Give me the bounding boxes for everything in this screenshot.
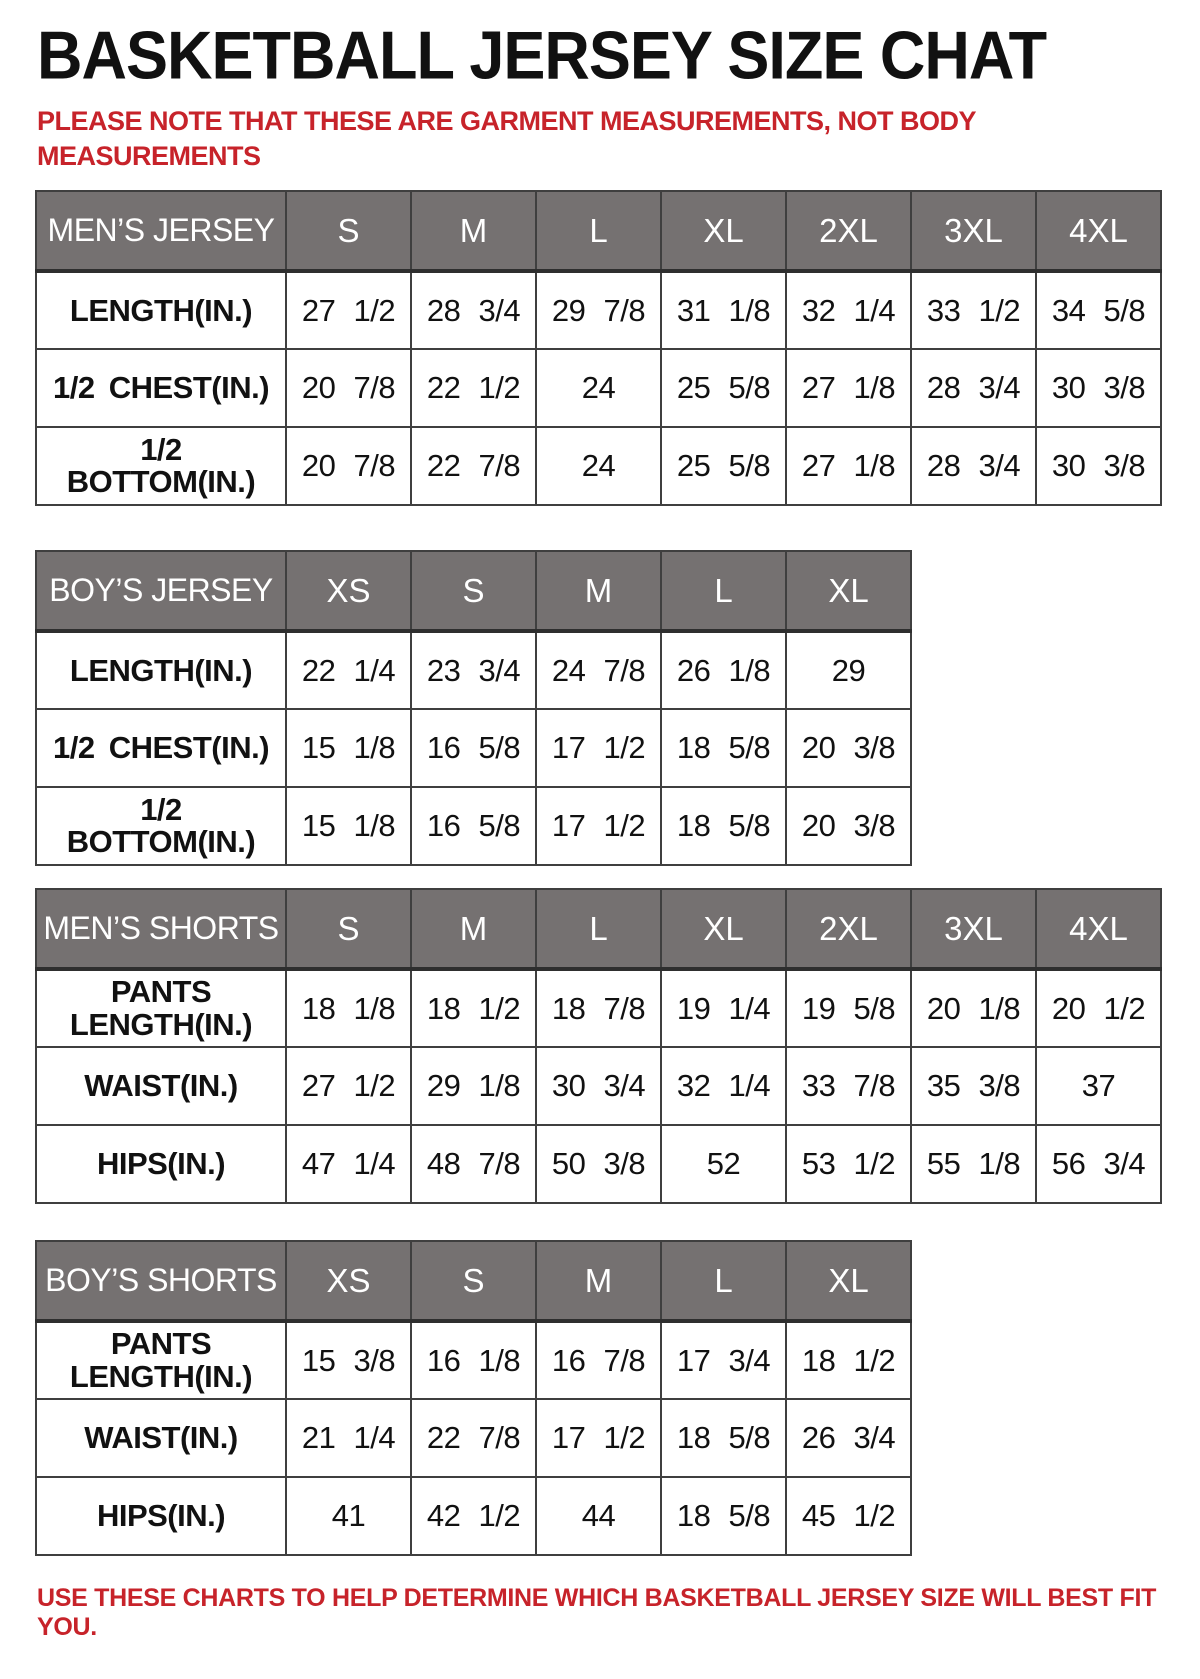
row-label: 1/2 CHEST(IN.) bbox=[36, 709, 286, 787]
measurement-value-cell: 18 1/2 bbox=[411, 969, 536, 1047]
row-label: PANTS LENGTH(IN.) bbox=[36, 1321, 286, 1399]
size-col-header-l: L bbox=[661, 551, 786, 631]
size-col-header-xl: XL bbox=[661, 889, 786, 969]
row-label: WAIST(IN.) bbox=[36, 1047, 286, 1125]
row-label: LENGTH(IN.) bbox=[36, 271, 286, 349]
measurement-value-cell: 37 bbox=[1036, 1047, 1161, 1125]
row-label: HIPS(IN.) bbox=[36, 1477, 286, 1555]
note-line-2: MEASUREMENTS bbox=[37, 141, 261, 172]
row-label: 1/2 BOTTOM(IN.) bbox=[36, 787, 286, 865]
header-row-boys-jersey bbox=[36, 551, 911, 631]
measurement-value-cell: 28 3/4 bbox=[911, 427, 1036, 505]
page-title: BASKETBALL JERSEY SIZE CHAT bbox=[37, 17, 1047, 94]
measurement-value-cell: 32 1/4 bbox=[661, 1047, 786, 1125]
measurement-value-cell: 22 1/4 bbox=[286, 631, 411, 709]
size-col-header-m: M bbox=[411, 191, 536, 271]
table-row bbox=[36, 631, 911, 709]
measurement-value-cell: 27 1/2 bbox=[286, 1047, 411, 1125]
table-row bbox=[36, 1477, 911, 1555]
measurement-value-cell: 41 bbox=[286, 1477, 411, 1555]
measurement-value-cell: 18 1/2 bbox=[786, 1321, 911, 1399]
size-col-header-xl: XL bbox=[661, 191, 786, 271]
measurement-value-cell: 47 1/4 bbox=[286, 1125, 411, 1203]
measurement-value-cell: 34 5/8 bbox=[1036, 271, 1161, 349]
measurement-value-cell: 24 7/8 bbox=[536, 631, 661, 709]
measurement-value-cell: 28 3/4 bbox=[411, 271, 536, 349]
size-table-mens-shorts bbox=[35, 888, 1162, 1204]
size-col-header-m: M bbox=[536, 551, 661, 631]
table-row bbox=[36, 271, 1161, 349]
measurement-value-cell: 20 3/8 bbox=[786, 709, 911, 787]
measurement-value-cell: 48 7/8 bbox=[411, 1125, 536, 1203]
header-row-mens-shorts bbox=[36, 889, 1161, 969]
size-col-header-xl: XL bbox=[786, 1241, 911, 1321]
measurement-value-cell: 16 5/8 bbox=[411, 787, 536, 865]
measurement-value-cell: 20 7/8 bbox=[286, 427, 411, 505]
measurement-value-cell: 18 1/8 bbox=[286, 969, 411, 1047]
size-col-header-2xl: 2XL bbox=[786, 191, 911, 271]
measurement-value-cell: 28 3/4 bbox=[911, 349, 1036, 427]
size-col-header-s: S bbox=[411, 551, 536, 631]
table-row bbox=[36, 1047, 1161, 1125]
measurement-value-cell: 16 7/8 bbox=[536, 1321, 661, 1399]
size-col-header-4xl: 4XL bbox=[1036, 889, 1161, 969]
size-col-header-s: S bbox=[411, 1241, 536, 1321]
note-line-1: PLEASE NOTE THAT THESE ARE GARMENT MEASUREMENTS, NOT BODY bbox=[37, 106, 977, 137]
measurement-value-cell: 18 7/8 bbox=[536, 969, 661, 1047]
measurement-value-cell: 29 1/8 bbox=[411, 1047, 536, 1125]
size-col-header-l: L bbox=[536, 889, 661, 969]
measurement-value-cell: 31 1/8 bbox=[661, 271, 786, 349]
measurement-value-cell: 18 5/8 bbox=[661, 1477, 786, 1555]
size-table-boys-jersey bbox=[35, 550, 912, 866]
size-col-header-3xl: 3XL bbox=[911, 191, 1036, 271]
table-row bbox=[36, 709, 911, 787]
measurement-value-cell: 20 1/8 bbox=[911, 969, 1036, 1047]
measurement-value-cell: 52 bbox=[661, 1125, 786, 1203]
measurement-value-cell: 30 3/4 bbox=[536, 1047, 661, 1125]
measurement-value-cell: 20 3/8 bbox=[786, 787, 911, 865]
header-row-boys-shorts bbox=[36, 1241, 911, 1321]
measurement-value-cell: 26 1/8 bbox=[661, 631, 786, 709]
size-col-header-l: L bbox=[536, 191, 661, 271]
size-col-header-m: M bbox=[411, 889, 536, 969]
measurement-value-cell: 22 7/8 bbox=[411, 1399, 536, 1477]
measurement-value-cell: 35 3/8 bbox=[911, 1047, 1036, 1125]
measurement-value-cell: 17 3/4 bbox=[661, 1321, 786, 1399]
size-col-header-l: L bbox=[661, 1241, 786, 1321]
table-row bbox=[36, 787, 911, 865]
measurement-value-cell: 19 1/4 bbox=[661, 969, 786, 1047]
table-title-mens-jersey: MEN’S JERSEY bbox=[36, 191, 286, 271]
measurement-value-cell: 29 7/8 bbox=[536, 271, 661, 349]
footer-note: USE THESE CHARTS TO HELP DETERMINE WHICH BASKETBALL JERSEY SIZE WILL BEST FIT YOU. bbox=[37, 1584, 1157, 1642]
measurement-value-cell: 44 bbox=[536, 1477, 661, 1555]
header-row-mens-jersey bbox=[36, 191, 1161, 271]
measurement-value-cell: 30 3/8 bbox=[1036, 349, 1161, 427]
size-col-header-2xl: 2XL bbox=[786, 889, 911, 969]
table-title-boys-shorts: BOY’S SHORTS bbox=[36, 1241, 286, 1321]
measurement-value-cell: 24 bbox=[536, 349, 661, 427]
row-label: PANTS LENGTH(IN.) bbox=[36, 969, 286, 1047]
table-row bbox=[36, 1399, 911, 1477]
size-col-header-xs: XS bbox=[286, 551, 411, 631]
table-row bbox=[36, 349, 1161, 427]
size-table-mens-jersey bbox=[35, 190, 1162, 506]
measurement-value-cell: 15 3/8 bbox=[286, 1321, 411, 1399]
table-row bbox=[36, 1321, 911, 1399]
measurement-value-cell: 30 3/8 bbox=[1036, 427, 1161, 505]
measurement-value-cell: 25 5/8 bbox=[661, 427, 786, 505]
row-label: WAIST(IN.) bbox=[36, 1399, 286, 1477]
measurement-value-cell: 23 3/4 bbox=[411, 631, 536, 709]
measurement-value-cell: 53 1/2 bbox=[786, 1125, 911, 1203]
measurement-value-cell: 17 1/2 bbox=[536, 709, 661, 787]
row-label: HIPS(IN.) bbox=[36, 1125, 286, 1203]
measurement-value-cell: 27 1/8 bbox=[786, 349, 911, 427]
measurement-value-cell: 18 5/8 bbox=[661, 709, 786, 787]
measurement-value-cell: 27 1/2 bbox=[286, 271, 411, 349]
row-label: 1/2 BOTTOM(IN.) bbox=[36, 427, 286, 505]
measurement-value-cell: 45 1/2 bbox=[786, 1477, 911, 1555]
measurement-value-cell: 16 5/8 bbox=[411, 709, 536, 787]
size-col-header-m: M bbox=[536, 1241, 661, 1321]
measurement-value-cell: 55 1/8 bbox=[911, 1125, 1036, 1203]
measurement-value-cell: 42 1/2 bbox=[411, 1477, 536, 1555]
measurement-value-cell: 21 1/4 bbox=[286, 1399, 411, 1477]
size-col-header-s: S bbox=[286, 889, 411, 969]
measurement-value-cell: 15 1/8 bbox=[286, 787, 411, 865]
measurement-value-cell: 16 1/8 bbox=[411, 1321, 536, 1399]
table-row bbox=[36, 1125, 1161, 1203]
measurement-value-cell: 18 5/8 bbox=[661, 1399, 786, 1477]
table-title-boys-jersey: BOY’S JERSEY bbox=[36, 551, 286, 631]
measurement-value-cell: 25 5/8 bbox=[661, 349, 786, 427]
measurement-value-cell: 26 3/4 bbox=[786, 1399, 911, 1477]
measurement-value-cell: 27 1/8 bbox=[786, 427, 911, 505]
table-row bbox=[36, 969, 1161, 1047]
measurement-value-cell: 32 1/4 bbox=[786, 271, 911, 349]
size-col-header-3xl: 3XL bbox=[911, 889, 1036, 969]
size-table-boys-shorts bbox=[35, 1240, 912, 1556]
measurement-value-cell: 20 1/2 bbox=[1036, 969, 1161, 1047]
garment-measurement-note bbox=[37, 104, 1170, 174]
tables-container bbox=[35, 190, 1170, 1556]
measurement-value-cell: 33 7/8 bbox=[786, 1047, 911, 1125]
row-label: 1/2 CHEST(IN.) bbox=[36, 349, 286, 427]
measurement-value-cell: 17 1/2 bbox=[536, 787, 661, 865]
measurement-value-cell: 56 3/4 bbox=[1036, 1125, 1161, 1203]
size-col-header-4xl: 4XL bbox=[1036, 191, 1161, 271]
measurement-value-cell: 19 5/8 bbox=[786, 969, 911, 1047]
measurement-value-cell: 15 1/8 bbox=[286, 709, 411, 787]
measurement-value-cell: 18 5/8 bbox=[661, 787, 786, 865]
measurement-value-cell: 20 7/8 bbox=[286, 349, 411, 427]
table-row bbox=[36, 427, 1161, 505]
size-col-header-xl: XL bbox=[786, 551, 911, 631]
measurement-value-cell: 17 1/2 bbox=[536, 1399, 661, 1477]
size-col-header-xs: XS bbox=[286, 1241, 411, 1321]
measurement-value-cell: 22 7/8 bbox=[411, 427, 536, 505]
measurement-value-cell: 24 bbox=[536, 427, 661, 505]
measurement-value-cell: 22 1/2 bbox=[411, 349, 536, 427]
row-label: LENGTH(IN.) bbox=[36, 631, 286, 709]
measurement-value-cell: 50 3/8 bbox=[536, 1125, 661, 1203]
measurement-value-cell: 33 1/2 bbox=[911, 271, 1036, 349]
measurement-value-cell: 29 bbox=[786, 631, 911, 709]
table-title-mens-shorts: MEN’S SHORTS bbox=[36, 889, 286, 969]
size-col-header-s: S bbox=[286, 191, 411, 271]
